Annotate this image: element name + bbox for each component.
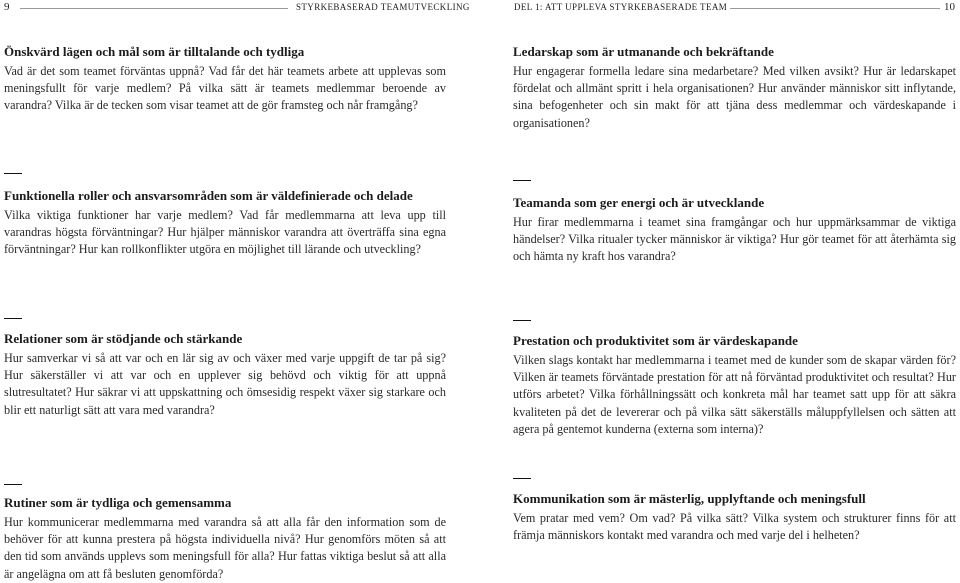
section-heading: Önskvärd lägen och mål som är tilltalande och tydliga: [4, 44, 305, 59]
section-body: Vem pratar med vem? Om vad? På vilka sätt? Vilka system och strukturer finns för att främja människors kontakt med varandra och med varje del i helheten?: [513, 511, 956, 543]
running-header: [0, 0, 960, 14]
section-team-spirit: [513, 194, 956, 266]
section-body: Vad är det som teamet förväntas uppnå? Vad får det här teamets arbete att upplevas som meningsfullt för varje medlem? På vilka sätt är teamets medlemmar beroende av varandra? Vilka är de tecken som visar teamet att de gör framsteg och når framgång?: [4, 64, 446, 113]
section-rule: [4, 173, 22, 174]
section-body: Vilken slags kontakt har medlemmarna i teamet med de kunder som de skapar värden för? Vilken är teamets förväntade prestation för att nå förväntad produktivitet och resultat? Hur utförs arbetet? Vilka förhållningssätt och konkreta mål har teamet satt upp för att säkra kvaliteten på det de levererar och på vilka sätt säkerställs måluppfyllelsen och sätten att agera på gentemot kunderna (externa som interna)?: [513, 353, 956, 436]
section-rule: [513, 478, 531, 479]
section-performance: [513, 332, 956, 438]
section-heading: Rutiner som är tydliga och gemensamma: [4, 495, 232, 510]
section-body: Hur firar medlemmarna i teamet sina framgångar och hur uppmärksammar de viktiga händelser? Vilka ritualer tycker människor är viktiga? Hur gör teamet för att återhämta sig och hämta ny kraft hos varandra?: [513, 215, 956, 264]
section-roles: [4, 187, 446, 259]
section-body: Hur kommunicerar medlemmarna med varandra så att alla får den information som de behöver för att kunna prestera på högsta individuella nivå? Hur genomförs möten så att den tid som används upplevs som meningsfull för alla? Hur fattas viktiga beslut så att alla är angelägna om att få besluten genomförda?: [4, 515, 446, 581]
right-page-number: 10: [944, 1, 955, 13]
section-goals: [4, 43, 446, 115]
section-body: Hur engagerar formella ledare sina medarbetare? Med vilken avsikt? Hur är ledarskapet fördelat och allmänt spritt i hela organisationen? Hur använder människor sitt inflytande, sina befogenheter och sin makt för att tjäna dess medlemmar och värdeskapande i organisationen?: [513, 64, 956, 130]
section-body: Vilka viktiga funktioner har varje medlem? Vad får medlemmarna att leva upp till varandras högsta förväntningar? Hur hjälper människor varandra att överträffa sina egna förväntningar? Hur kan rollkonflikter utgöra en möjlighet till lärande och utveckling?: [4, 208, 446, 257]
section-relations: [4, 330, 446, 419]
section-heading: Funktionella roller och ansvarsområden som är väldefinierade och delade: [4, 188, 413, 203]
section-rule: [513, 320, 531, 321]
left-page-number: 9: [4, 1, 10, 13]
section-heading: Prestation och produktivitet som är värdeskapande: [513, 333, 798, 348]
section-heading: Teamanda som ger energi och är utvecklande: [513, 195, 765, 210]
header-rule-left: [20, 8, 288, 9]
header-rule-right: [730, 8, 940, 9]
right-running-title: DEL 1: ATT UPPLEVA STYRKEBASERADE TEAM: [514, 2, 728, 12]
left-running-title: STYRKEBASERAD TEAMUTVECKLING: [296, 2, 470, 12]
section-communication: [513, 490, 956, 544]
section-heading: Kommunikation som är mästerlig, upplyftande och meningsfull: [513, 491, 866, 506]
section-rule: [4, 484, 22, 485]
section-rule: [4, 318, 22, 319]
section-heading: Relationer som är stödjande och stärkande: [4, 331, 243, 346]
section-routines: [4, 494, 446, 583]
section-heading: Ledarskap som är utmanande och bekräftande: [513, 44, 774, 59]
section-leadership: [513, 43, 956, 132]
section-body: Hur samverkar vi så att var och en lär sig av och växer med varje uppgift de tar på sig? Hur säkerställer vi att var och en upplever sig behövd och viktig för att uppnå slutresultatet? Hur säkrar vi att uppskattning och ömsesidig respekt växer sig starkare och blir ett naturligt sätt att vara med varandra?: [4, 351, 446, 417]
section-rule: [513, 180, 531, 181]
